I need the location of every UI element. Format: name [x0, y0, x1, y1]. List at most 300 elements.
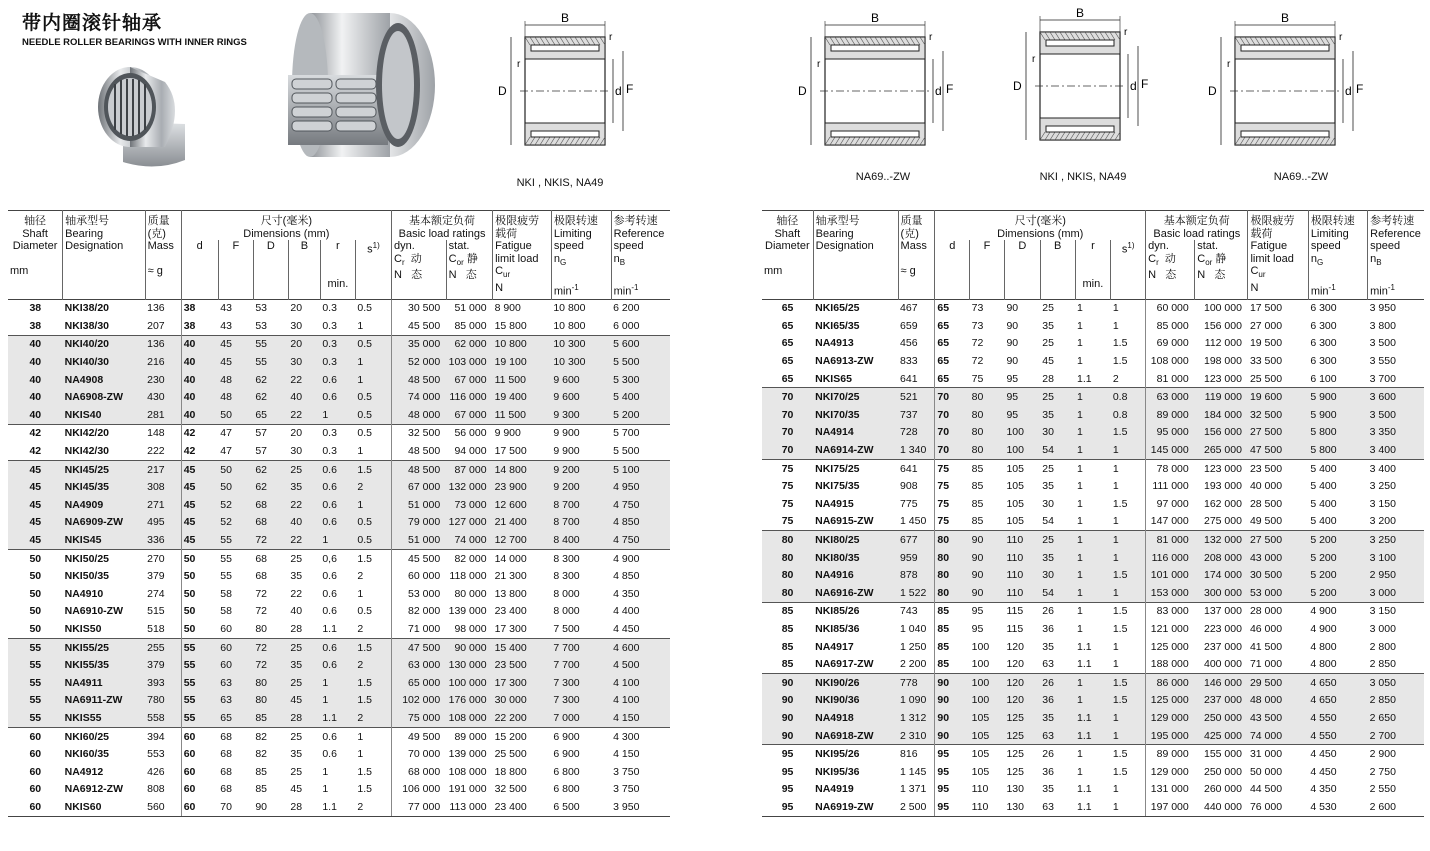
- cr-cell: 85 000: [1156, 319, 1189, 332]
- F-cell: 85: [970, 459, 1005, 477]
- cur-cell: 53 000: [1248, 584, 1308, 602]
- F-cell: 58: [220, 605, 232, 618]
- D-cell: 68: [253, 549, 288, 567]
- F-cell: 85: [971, 515, 984, 528]
- s-cell: 1: [355, 727, 391, 745]
- cur-cell: 74 000: [1248, 727, 1308, 745]
- nb-cell: 5 500: [613, 445, 640, 458]
- designation-cell: NKIS50: [64, 622, 102, 635]
- r-cell: 0.6: [320, 496, 355, 514]
- table-row: [762, 513, 1424, 531]
- shaft-cell: 45: [8, 514, 63, 532]
- cr-cell: 30 500: [408, 302, 441, 315]
- table-row: [762, 352, 1424, 370]
- r-cell: 1: [1075, 692, 1111, 710]
- table-row: [8, 442, 670, 460]
- ng-cell: 8 700: [551, 496, 611, 514]
- r-cell: 0,6: [320, 549, 355, 567]
- label-r: r: [1227, 59, 1231, 70]
- cr-cell: 35 000: [392, 335, 447, 353]
- cur-sub: ur: [503, 270, 511, 280]
- col-mass: [145, 211, 181, 300]
- fatigue-en: Fatigue: [1250, 240, 1288, 252]
- nb-cell: 3 150: [1368, 602, 1424, 620]
- D-cell: 120: [1004, 692, 1040, 710]
- d-cell: 70: [935, 406, 970, 424]
- label-F: F: [1356, 82, 1364, 96]
- d-cell: 55: [181, 692, 218, 710]
- table-row: [762, 459, 1424, 477]
- mass-cell: 518: [145, 620, 181, 638]
- F-cell: 48: [218, 388, 253, 406]
- F-cell: 68: [220, 748, 232, 761]
- s-sup: 1): [1127, 241, 1135, 250]
- cur-cell: 11 500: [493, 406, 552, 424]
- D-cell: 85: [255, 765, 268, 778]
- cur-cell: 21 400: [493, 514, 552, 532]
- d-cell: 80: [935, 531, 970, 549]
- drawing-nki-left: [495, 5, 645, 160]
- D-cell: 130: [1004, 798, 1040, 816]
- d-cell: 38: [183, 319, 196, 332]
- F-cell: 80: [970, 388, 1005, 406]
- r-cell: 0.6: [320, 388, 355, 406]
- designation-cell: NKI38/20: [64, 302, 109, 315]
- B-cell: 30: [1040, 566, 1075, 584]
- nb-cell: 3 150: [1369, 497, 1396, 510]
- ng-cell: 5 800: [1308, 424, 1367, 442]
- cor-cell: 112 000: [1204, 337, 1242, 350]
- s-cell: 1: [355, 353, 391, 371]
- table-row: [8, 585, 670, 603]
- designation-cell: NA6919-ZW: [813, 798, 898, 816]
- r-cell: 1: [322, 783, 329, 796]
- r-cell: 0.6: [320, 478, 355, 496]
- nb-cell: 2 550: [1369, 783, 1396, 796]
- d-cell: 50: [183, 622, 196, 635]
- nb-cell: 5 200: [611, 406, 670, 424]
- cur-cell: 47 500: [1248, 441, 1308, 459]
- label-r: r: [929, 32, 933, 43]
- mass-cell: 216: [145, 353, 181, 371]
- cor-cell: 108 000: [446, 709, 492, 727]
- shaft-en2: Diameter: [12, 240, 58, 252]
- page-title: 带内圈滚针轴承: [22, 13, 163, 34]
- cur-cell: 32 500: [494, 783, 527, 796]
- cor-cell: 265 000: [1195, 441, 1248, 459]
- cr-cell: 125 000: [1146, 692, 1195, 710]
- col-r: [1075, 240, 1111, 299]
- F-label: F: [232, 240, 240, 252]
- ng-cell: 5 400: [1310, 515, 1337, 528]
- mass-cell: 728: [898, 424, 935, 442]
- mass-cell: 136: [145, 299, 181, 317]
- B-cell: 22: [288, 371, 320, 389]
- mass-en: Mass: [147, 240, 174, 252]
- ng-cell: 10 800: [553, 302, 586, 315]
- ng-cell: 7 500: [553, 622, 580, 635]
- designation-cell: NKIS60: [63, 798, 145, 816]
- r-cell: 0.3: [322, 445, 337, 458]
- table-row: [762, 495, 1424, 513]
- ng-cell: 9 200: [551, 460, 611, 478]
- cor-cell: 440 000: [1195, 798, 1248, 816]
- label-D: D: [798, 84, 807, 98]
- cur-cell: 32 500: [1248, 406, 1308, 424]
- d-cell: 95: [937, 783, 950, 796]
- nb-cell: 3 250: [1368, 531, 1424, 549]
- d-cell: 90: [935, 692, 970, 710]
- mass-cell: 1 312: [898, 709, 935, 727]
- B-cell: 20: [288, 335, 320, 353]
- cor-cell: 237 000: [1195, 692, 1248, 710]
- cr-cell: 81 000: [1146, 531, 1195, 549]
- B-cell: 30: [1040, 424, 1075, 442]
- designation-cell: NKI85/36: [815, 622, 860, 635]
- designation-cell: NKI40/20: [63, 335, 145, 353]
- d-cell: 42: [183, 445, 196, 458]
- mass-cell: 271: [145, 496, 181, 514]
- r-label: r: [1091, 240, 1095, 252]
- D-cell: 72: [255, 605, 268, 618]
- table-row: [762, 798, 1424, 816]
- B-cell: 28: [290, 622, 303, 635]
- B-cell: 20: [288, 424, 320, 442]
- r-cell: 0.6: [320, 371, 355, 389]
- nb-cell: 5 400: [611, 388, 670, 406]
- cr-cell: 52 000: [392, 353, 447, 371]
- ng-cell: 4 800: [1310, 658, 1337, 671]
- limit-en2: speed: [553, 240, 584, 252]
- shaft-cell: 75: [781, 480, 794, 493]
- label-B: B: [871, 11, 880, 25]
- s-cell: 0.5: [355, 603, 391, 621]
- mass-cell: 778: [898, 673, 935, 691]
- s-cell: 1.5: [1111, 673, 1146, 691]
- ng-cell: 6 900: [551, 727, 611, 745]
- label-r: r: [817, 59, 821, 70]
- cur-symbol: C: [495, 265, 504, 277]
- s-cell: 0.5: [355, 424, 391, 442]
- F-cell: 90: [970, 531, 1005, 549]
- cr-cell: 70 000: [408, 748, 441, 761]
- B-cell: 45: [288, 692, 320, 710]
- B-cell: 25: [1040, 531, 1075, 549]
- cur-cell: 10 800: [493, 335, 552, 353]
- nb-cell: 3 800: [1369, 319, 1396, 332]
- cr-cell: 153 000: [1146, 584, 1195, 602]
- table-row: [762, 781, 1424, 799]
- designation-cell: NKI75/35: [815, 480, 860, 493]
- table-row: [762, 763, 1424, 781]
- F-cell: 47: [220, 445, 232, 458]
- mass-cell: 1 522: [898, 584, 935, 602]
- r-cell: 0.3: [322, 302, 337, 315]
- s-cell: 1.5: [1111, 745, 1146, 763]
- shaft-cell: 85: [762, 602, 813, 620]
- B-cell: 25: [290, 765, 303, 778]
- cor-cell: 300 000: [1195, 584, 1248, 602]
- col-designation: [63, 211, 145, 300]
- B-cell: 25: [1040, 459, 1075, 477]
- B-cell: 26: [1040, 673, 1075, 691]
- col-load: [392, 211, 493, 241]
- F-cell: 73: [971, 319, 984, 332]
- designation-cell: NA4919: [815, 783, 854, 796]
- unit-n: N: [1197, 269, 1206, 282]
- nb-cell: 2 750: [1369, 765, 1396, 778]
- ng-symbol: n: [1310, 252, 1317, 265]
- s-cell: 2: [355, 798, 391, 816]
- cur-cell: 28 000: [1248, 602, 1308, 620]
- cur-cell: 17 300: [494, 622, 527, 635]
- B-cell: 40: [288, 388, 320, 406]
- designation-cell: NA4914: [813, 424, 898, 442]
- F-cell: 70: [218, 798, 253, 816]
- fatigue-cn: 极限疲劳: [1250, 215, 1295, 227]
- ng-cell: 6 900: [553, 748, 580, 761]
- ng-cell: 5 900: [1308, 388, 1367, 406]
- d-cell: 45: [181, 460, 218, 478]
- table-row: [762, 424, 1424, 442]
- nb-cell: 3 400: [1368, 441, 1424, 459]
- D-cell: 90: [253, 798, 288, 816]
- cor-cell: 116 000: [446, 388, 492, 406]
- D-cell: 62: [253, 478, 288, 496]
- shaft-cell: 60: [8, 798, 63, 816]
- cor-cell: 425 000: [1195, 727, 1248, 745]
- designation-cell: NKIS45: [63, 531, 145, 549]
- nb-cell: 3 500: [1368, 406, 1424, 424]
- F-cell: 73: [971, 302, 984, 315]
- cor-cell: 67 000: [446, 406, 492, 424]
- d-cell: 55: [181, 638, 218, 656]
- shaft-cell: 65: [781, 372, 794, 385]
- dyn-cn2: 态: [1165, 269, 1177, 282]
- F-cell: 50: [218, 478, 253, 496]
- cr-cell: 45 500: [392, 549, 447, 567]
- B-cell: 35: [288, 478, 320, 496]
- B-cell: 25: [288, 460, 320, 478]
- shaft-cell: 55: [8, 638, 63, 656]
- F-cell: 100: [970, 692, 1005, 710]
- F-cell: 110: [970, 798, 1005, 816]
- rpm-unit: min: [553, 285, 572, 298]
- table-row: [8, 424, 670, 442]
- mass-cell: 833: [898, 352, 935, 370]
- F-cell: 72: [971, 337, 984, 350]
- designation-cell: NKI40/30: [63, 353, 145, 371]
- rpm-unit: min: [613, 285, 632, 298]
- B-cell: 25: [1042, 337, 1054, 350]
- mass-cell: 743: [898, 602, 935, 620]
- table-body: [8, 299, 670, 816]
- nb-cell: 2 700: [1368, 727, 1424, 745]
- cor-cell: 275 000: [1203, 515, 1242, 528]
- designation-cell: NA6911-ZW: [63, 692, 145, 710]
- d-label: d: [196, 240, 203, 252]
- stat-cn2: 态: [465, 269, 477, 282]
- nb-cell: 5 100: [611, 460, 670, 478]
- F-cell: 105: [970, 727, 1005, 745]
- ng-cell: 10 300: [551, 353, 611, 371]
- cor-cell: 250 000: [1203, 765, 1242, 778]
- rpm-sup: -1: [571, 282, 579, 292]
- load-cn: 基本额定负荷: [409, 215, 476, 227]
- table-row: [762, 727, 1424, 745]
- cor-cell: 62 000: [446, 335, 492, 353]
- s-cell: 1.5: [1111, 424, 1146, 442]
- cur-cell: 27 500: [1248, 531, 1308, 549]
- cr-cell: 116 000: [1146, 549, 1195, 567]
- nb-cell: 5 500: [611, 353, 670, 371]
- rpm-unit: min: [1370, 285, 1388, 298]
- ng-cell: 4 650: [1308, 673, 1367, 691]
- r-cell: 1: [1075, 406, 1111, 424]
- ng-cell: 4 450: [1308, 745, 1367, 763]
- d-cell: 70: [935, 388, 970, 406]
- cor-cell: 139 000: [448, 605, 487, 618]
- r-cell: 1: [320, 406, 355, 424]
- designation-cell: NA4918: [813, 709, 898, 727]
- cur-cell: 15 200: [493, 727, 552, 745]
- s-cell: 2: [355, 620, 391, 638]
- table-row: [762, 549, 1424, 567]
- F-cell: 60: [220, 622, 232, 635]
- cur-cell: 19 100: [493, 353, 552, 371]
- table-row: [762, 745, 1424, 763]
- F-cell: 68: [220, 783, 232, 796]
- cr-cell: 63 000: [1146, 388, 1195, 406]
- dyn-label: dyn.: [394, 240, 415, 252]
- cor-cell: 89 000: [446, 727, 492, 745]
- ng-cell: 9 200: [551, 478, 611, 496]
- cr-cell: 65 000: [392, 674, 447, 692]
- designation-cell: NA4915: [815, 497, 854, 510]
- cur-cell: 27 500: [1248, 424, 1308, 442]
- s-cell: 1: [1111, 584, 1146, 602]
- mass-cell: 222: [145, 442, 181, 460]
- d-cell: 90: [935, 709, 970, 727]
- B-cell: 35: [288, 656, 320, 674]
- table-row: [762, 477, 1424, 495]
- r-cell: 1: [320, 531, 355, 549]
- r-cell: 1.1: [322, 622, 337, 635]
- shaft-cell: 65: [781, 302, 794, 315]
- table-row: [762, 388, 1424, 406]
- table-row: [762, 299, 1424, 317]
- shaft-cell: 40: [8, 371, 63, 389]
- col-stat: [1195, 240, 1248, 253]
- col-limiting-speed: [551, 211, 611, 300]
- shaft-cn: 轴径: [24, 215, 47, 227]
- nb-cell: 4 600: [611, 638, 670, 656]
- shaft-cell: 75: [781, 515, 794, 528]
- F-cell: 60: [218, 638, 253, 656]
- D-cell: 68: [253, 496, 288, 514]
- cr-cell: 60 000: [408, 570, 441, 583]
- cr-cell: 63 000: [392, 656, 447, 674]
- nb-cell: 4 150: [611, 709, 670, 727]
- ng-symbol: n: [553, 252, 560, 265]
- F-cell: 90: [970, 566, 1005, 584]
- nb-cell: 3 750: [613, 783, 640, 796]
- mass-cn2: (克): [900, 227, 919, 240]
- designation-cell: NKI65/35: [815, 319, 860, 332]
- shaft-cell: 65: [781, 355, 794, 368]
- table-row: [8, 727, 670, 745]
- col-d: [935, 240, 970, 299]
- table-row: [8, 353, 670, 371]
- d-cell: 90: [935, 673, 970, 691]
- ng-sub: G: [559, 257, 567, 267]
- nb-cell: 3 750: [613, 765, 640, 778]
- d-cell: 38: [183, 302, 196, 315]
- ref-cn: 参考转速: [613, 215, 658, 227]
- ng-cell: 9 900: [553, 445, 580, 458]
- table-row: [8, 406, 670, 424]
- designation-cell: NKI38/30: [64, 319, 109, 332]
- table-row: [8, 549, 670, 567]
- r-cell: 1: [320, 692, 355, 710]
- nb-cell: 4 400: [613, 605, 640, 618]
- d-cell: 40: [181, 371, 218, 389]
- ng-cell: 7 300: [551, 674, 611, 692]
- d-cell: 85: [935, 602, 970, 620]
- rpm-unit: min: [1310, 285, 1329, 298]
- load-cn: 基本额定负荷: [1163, 215, 1230, 227]
- cor-cell: 100 000: [446, 674, 492, 692]
- designation-en: Bearing: [815, 227, 854, 240]
- s-cell: 1.5: [355, 781, 391, 799]
- cor-cell: 56 000: [446, 424, 492, 442]
- r-cell: 1.1: [1075, 727, 1111, 745]
- cor-cell: 87 000: [446, 460, 492, 478]
- s-label: s: [367, 243, 373, 256]
- designation-cell: NKI45/25: [63, 460, 145, 478]
- d-cell: 55: [181, 656, 218, 674]
- shaft-unit: mm: [10, 265, 29, 277]
- mass-cell: 495: [145, 514, 181, 532]
- d-cell: 80: [935, 549, 970, 567]
- D-cell: 82: [255, 748, 268, 761]
- ng-cell: 8 400: [551, 531, 611, 549]
- nb-cell: 3 500: [1369, 337, 1396, 350]
- ref-en2: speed: [1370, 240, 1401, 252]
- D-cell: 82: [253, 727, 288, 745]
- r-cell: 1: [1075, 459, 1111, 477]
- table-header: [8, 211, 670, 300]
- designation-cell: NA6915-ZW: [815, 515, 874, 528]
- nb-cell: 4 100: [611, 692, 670, 710]
- B-cell: 54: [1040, 584, 1075, 602]
- cor-cell: 90 000: [446, 638, 492, 656]
- cor-cell: 184 000: [1195, 406, 1248, 424]
- designation-cell: NKI95/26: [813, 745, 898, 763]
- r-cell: 1: [1075, 424, 1111, 442]
- B-cell: 35: [1042, 319, 1054, 332]
- mass-cell: 1 371: [898, 781, 935, 799]
- d-cell: 55: [181, 674, 218, 692]
- cr-cell: 69 000: [1156, 337, 1189, 350]
- s-cell: 0.5: [355, 531, 391, 549]
- s-cell: 0.5: [355, 406, 391, 424]
- ng-cell: 6 800: [553, 765, 580, 778]
- cr-sub: r: [1156, 257, 1159, 267]
- r-cell: 1.1: [1077, 372, 1092, 385]
- ng-cell: 6 300: [1310, 302, 1337, 315]
- mass-cell: 2 500: [898, 798, 935, 816]
